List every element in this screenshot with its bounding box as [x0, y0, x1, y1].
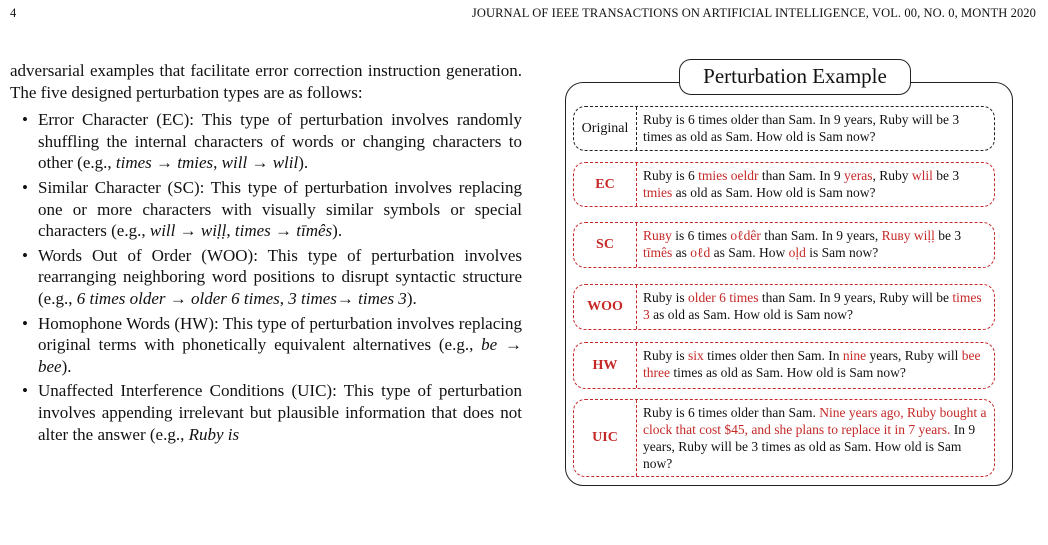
perturbation-type-list — [10, 109, 522, 445]
text-segment: than Sam. In 9 years, — [760, 228, 882, 243]
row-text — [637, 343, 994, 388]
perturbed-segment: yeras — [844, 168, 873, 183]
text-segment: be 3 — [932, 168, 960, 183]
row-text — [637, 107, 994, 150]
example-term: will — [149, 221, 176, 241]
body-text-column — [10, 60, 522, 448]
example-term: times — [234, 221, 271, 241]
example-term: tmies — [177, 153, 214, 173]
item-text: Similar Character (SC): This type of perturbation involves replacing one or more characters with visually similar symbols or special characters (e.g., — [38, 177, 522, 241]
text-segment: Ruby is 6 — [643, 168, 699, 183]
text-segment: as old as Sam. How old is Sam now? — [672, 185, 876, 200]
text-segment: is Sam now? — [805, 245, 879, 260]
perturbed-segment: oℓd — [690, 245, 711, 260]
example-row-uic — [573, 399, 995, 477]
text-segment: years, Ruby will — [866, 348, 962, 363]
text-segment: is 6 times — [671, 228, 731, 243]
text-segment: than Sam. In 9 years, Ruby will be — [758, 290, 953, 305]
list-item-hw — [10, 313, 522, 378]
example-row-original — [573, 106, 995, 151]
perturbed-segment: tmies oeldr — [698, 168, 759, 183]
arrow: → — [497, 335, 523, 355]
example-row-sc — [573, 222, 995, 268]
example-term: will — [221, 153, 248, 173]
perturbed-segment: six — [688, 348, 704, 363]
example-term: times — [115, 153, 152, 173]
running-header — [0, 6, 1048, 26]
example-term: Ruby is — [188, 424, 240, 444]
item-end: ). — [298, 153, 309, 173]
perturbed-segment: bee three — [643, 348, 981, 380]
arrow: → — [336, 288, 359, 308]
perturbed-segment: Ruвy — [643, 228, 672, 243]
text-segment: as old as Sam. How old is Sam now? — [649, 307, 853, 322]
list-item-uic — [10, 380, 522, 445]
arrow: → — [270, 221, 297, 241]
perturbed-segment: older 6 times — [688, 290, 759, 305]
row-label: EC — [595, 176, 615, 192]
perturbed-segment: Nine years ago, Ruby bought a clock that cost $45, and she plans to replace it in 7 years. — [643, 405, 987, 437]
list-item-ec — [10, 109, 522, 174]
row-text — [637, 223, 994, 267]
example-term: 3 times — [288, 288, 337, 308]
arrow: → — [151, 153, 178, 173]
item-text: Unaffected Interference Conditions (UIC): This type of perturbation involves appending irrelevant but plausible information that does not alter the answer (e.g., — [38, 381, 522, 444]
row-label: HW — [592, 357, 618, 373]
item-end: ). — [406, 288, 417, 308]
row-text — [637, 400, 994, 476]
perturbed-segment: nine — [842, 348, 867, 363]
row-label: UIC — [592, 430, 618, 445]
example-term: times 3 — [358, 288, 407, 308]
perturbed-segment: tmies — [643, 185, 673, 200]
item-end: ). — [61, 356, 72, 376]
item-text: Words Out of Order (WOO): This type of perturbation involves rearranging neighboring word positions to disrupt syntactic structure (e.g., — [38, 245, 522, 308]
text-segment: be 3 — [934, 228, 962, 243]
example-row-ec — [573, 162, 995, 207]
example-row-hw — [573, 342, 995, 389]
item-text: Homophone Words (HW): This type of perturbation involves replacing original terms with phonetically equivalent alternatives (e.g., — [38, 313, 522, 355]
list-item-woo — [10, 245, 522, 310]
text-segment: Ruby is — [643, 348, 689, 363]
example-term: older 6 times — [191, 288, 280, 308]
example-row-woo — [573, 284, 995, 330]
text-segment: In 9 years, Ruby will be 3 times as old as Sam. How old is Sam now? — [643, 422, 976, 471]
list-item-sc — [10, 177, 522, 242]
text-segment: as — [672, 245, 691, 260]
text-segment: Ruby is 6 times older than Sam. In 9 years, Ruby will be 3 times as old as Sam. How old is Sam now? — [643, 112, 960, 144]
example-term: 6 times older — [76, 288, 166, 308]
text-segment: Ruby is — [643, 290, 689, 305]
page-number: 4 — [10, 6, 17, 20]
separator: , — [226, 221, 235, 241]
perturbed-segment: times 3 — [643, 290, 982, 322]
row-text — [637, 285, 994, 329]
text-segment: times as old as Sam. How old is Sam now? — [669, 365, 906, 380]
separator: , — [213, 153, 222, 173]
text-segment: times older then Sam. In — [703, 348, 843, 363]
arrow: → — [165, 288, 191, 308]
arrow: → — [247, 153, 273, 173]
row-label: Original — [581, 120, 629, 136]
example-term: bee — [38, 356, 62, 376]
row-label: WOO — [587, 299, 623, 314]
text-segment: Ruby is 6 times older than Sam. — [643, 405, 820, 420]
text-segment: than Sam. In 9 — [758, 168, 845, 183]
row-text — [637, 163, 994, 206]
journal-title: JOURNAL OF IEEE TRANSACTIONS ON ARTIFICIAL INTELLIGENCE, VOL. 00, NO. 0, MONTH 2020 — [471, 6, 1036, 20]
example-term: tīmês — [296, 221, 333, 241]
perturbed-segment: Ruвy wiḷḷ — [881, 228, 935, 243]
perturbed-segment: oḷd — [788, 245, 806, 260]
figure-title: Perturbation Example — [679, 59, 911, 95]
perturbed-segment: oℓdêr — [730, 228, 761, 243]
row-label: SC — [596, 237, 614, 252]
item-end: ). — [332, 221, 343, 241]
item-text: Error Character (EC): This type of perturbation involves randomly shuffling the internal characters of words or changing characters to other (e.g., — [38, 110, 522, 173]
perturbed-segment: tīmês — [643, 245, 673, 260]
text-segment: , Ruby — [872, 168, 912, 183]
perturbed-segment: wlil — [911, 168, 933, 183]
example-term: be — [481, 335, 498, 355]
intro-paragraph: adversarial examples that facilitate error correction instruction generation. The five designed perturbation types are as follows: — [10, 61, 522, 102]
example-term: wiḷḷ — [200, 221, 227, 241]
text-segment: as Sam. How — [710, 245, 789, 260]
arrow: → — [175, 221, 201, 241]
example-term: wlil — [272, 153, 299, 173]
separator: , — [279, 288, 289, 308]
